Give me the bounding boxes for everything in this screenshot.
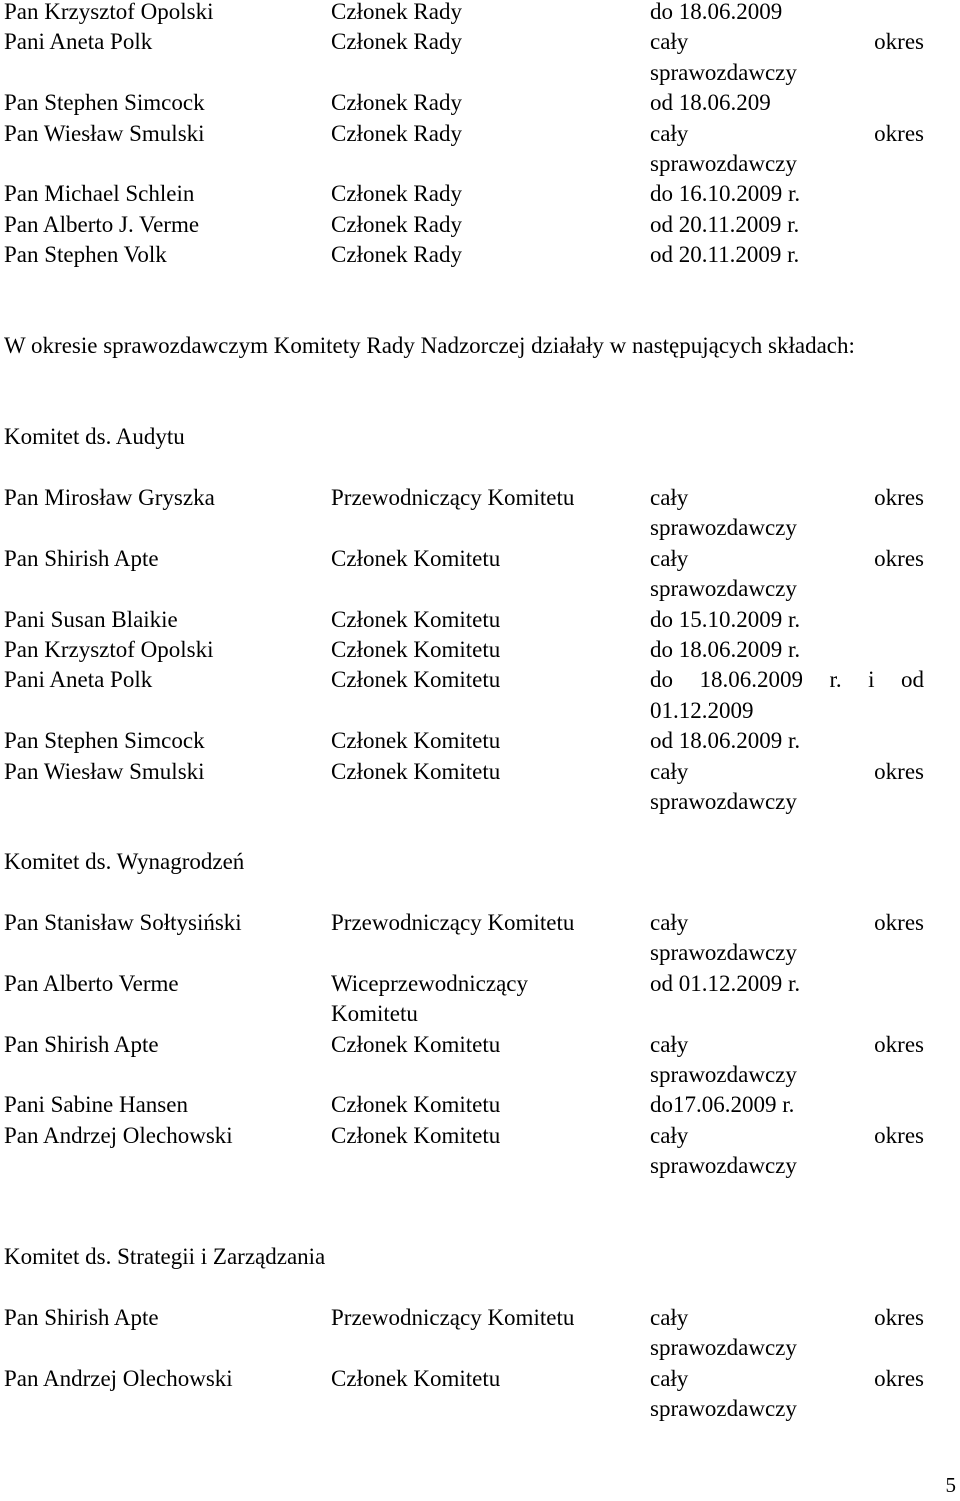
member-period-line1: cały okres [650, 1031, 924, 1057]
committee-audit-title: Komitet ds. Audytu [4, 424, 185, 449]
page-number: 5 [945, 1473, 956, 1497]
member-period [650, 908, 924, 969]
member-period: do 15.10.2009 r. [650, 606, 801, 632]
member-name: Pan Andrzej Olechowski [4, 1122, 233, 1148]
member-name: Pani Aneta Polk [4, 29, 153, 55]
member-name: Pan Krzysztof Opolski [4, 0, 214, 24]
member-period-line2: sprawozdawczy [650, 150, 797, 176]
member-row [4, 635, 924, 665]
member-row [4, 240, 924, 270]
member-row [4, 1090, 924, 1120]
member-role: Członek Komitetu [331, 636, 501, 662]
member-role: Członek Rady [331, 211, 462, 237]
member-name: Pani Susan Blaikie [4, 606, 178, 632]
member-period: do 16.10.2009 r. [650, 181, 801, 207]
member-row [4, 179, 924, 209]
member-period [650, 1121, 924, 1182]
member-row [4, 0, 924, 27]
member-period-line2: sprawozdawczy [650, 59, 797, 85]
member-role: Wiceprzewodniczący Komitetu [331, 970, 529, 1027]
member-name: Pan Andrzej Olechowski [4, 1365, 233, 1391]
member-name: Pan Shirish Apte [4, 1031, 159, 1057]
member-role: Członek Komitetu [331, 758, 501, 784]
member-row [4, 1030, 924, 1091]
member-row [4, 665, 924, 726]
committee-strategy-members [4, 1303, 924, 1425]
committee-audit-members [4, 483, 924, 817]
member-period: od 20.11.2009 r. [650, 211, 800, 237]
member-period-line1: cały okres [650, 910, 924, 935]
board-members-list [4, 0, 924, 271]
member-period: od 18.06.2009 r. [650, 728, 801, 754]
member-period: od 01.12.2009 r. [650, 970, 801, 996]
member-role: Członek Rady [331, 90, 462, 116]
member-role: Członek Komitetu [331, 667, 501, 693]
member-role: Członek Komitetu [331, 1092, 501, 1118]
intro-paragraph: W okresie sprawozdawczym Komitety Rady Nadzorczej działały w następujących składach: [4, 333, 855, 358]
member-period-line1: cały okres [650, 758, 924, 784]
member-period: do17.06.2009 r. [650, 1092, 795, 1118]
member-name: Pan Wiesław Smulski [4, 758, 205, 784]
member-period-line2: sprawozdawczy [650, 1062, 797, 1087]
member-period: do 18.06.2009 r. [650, 636, 801, 662]
member-name: Pan Stephen Volk [4, 242, 167, 268]
member-row [4, 27, 924, 88]
committee-remuneration-title: Komitet ds. Wynagrodzeń [4, 849, 245, 874]
member-period [650, 665, 924, 726]
member-row [4, 1364, 924, 1425]
member-period-line1: cały okres [650, 545, 924, 571]
member-name: Pan Alberto J. Verme [4, 211, 200, 237]
member-name: Pan Stephen Simcock [4, 90, 205, 116]
member-period [650, 27, 924, 88]
member-period-line1: cały okres [650, 1122, 924, 1148]
member-period [650, 119, 924, 180]
member-role: Przewodniczący Komitetu [331, 1305, 575, 1330]
member-period [650, 1303, 924, 1364]
member-row [4, 757, 924, 818]
member-period: do 18.06.2009 [650, 0, 783, 24]
member-period-line2: sprawozdawczy [650, 1153, 797, 1179]
committee-strategy-title: Komitet ds. Strategii i Zarządzania [4, 1244, 326, 1269]
member-name: Pani Aneta Polk [4, 667, 153, 693]
member-name: Pan Krzysztof Opolski [4, 636, 214, 662]
member-row [4, 483, 924, 544]
member-period: od 18.06.209 [650, 90, 771, 116]
member-role: Członek Rady [331, 29, 462, 55]
member-role: Członek Rady [331, 242, 462, 268]
member-row [4, 1121, 924, 1182]
member-period [650, 483, 924, 544]
member-name: Pan Stephen Simcock [4, 728, 205, 754]
member-period-line2: sprawozdawczy [650, 788, 797, 814]
member-row [4, 605, 924, 635]
member-period-line1: cały okres [650, 485, 924, 510]
member-name: Pan Shirish Apte [4, 545, 159, 571]
member-period [650, 544, 924, 605]
member-row [4, 88, 924, 118]
member-name: Pan Stanisław Sołtysiński [4, 910, 242, 935]
member-row [4, 969, 924, 1030]
member-period-line1: do 18.06.2009 r. i od [650, 667, 924, 693]
member-role: Członek Komitetu [331, 1031, 501, 1057]
member-period-line2: sprawozdawczy [650, 940, 797, 966]
member-period [650, 1364, 924, 1425]
member-period-line2: sprawozdawczy [650, 515, 797, 541]
member-row [4, 908, 924, 969]
member-name: Pan Alberto Verme [4, 970, 179, 996]
member-name: Pan Wiesław Smulski [4, 120, 205, 146]
member-period-line2: 01.12.2009 [650, 697, 754, 723]
member-name: Pan Shirish Apte [4, 1305, 159, 1330]
member-role: Przewodniczący Komitetu [331, 910, 575, 935]
member-role: Członek Komitetu [331, 606, 501, 632]
member-role: Członek Komitetu [331, 728, 501, 754]
member-role: Członek Komitetu [331, 1365, 501, 1391]
member-row [4, 544, 924, 605]
member-role: Przewodniczący Komitetu [331, 485, 575, 510]
member-row [4, 1303, 924, 1364]
member-period-line1: cały okres [650, 1365, 924, 1391]
member-period: od 20.11.2009 r. [650, 242, 800, 268]
member-period-line1: cały okres [650, 29, 924, 55]
member-row [4, 119, 924, 180]
member-role: Członek Rady [331, 181, 462, 207]
member-name: Pan Michael Schlein [4, 181, 195, 207]
member-period-line1: cały okres [650, 120, 924, 146]
member-period-line2: sprawozdawczy [650, 576, 797, 602]
member-period-line2: sprawozdawczy [650, 1335, 797, 1361]
member-role: Członek Rady [331, 0, 462, 24]
member-period-line1: cały okres [650, 1305, 924, 1330]
member-row [4, 210, 924, 240]
committee-remuneration-members [4, 908, 924, 1182]
member-period [650, 757, 924, 818]
member-name: Pani Sabine Hansen [4, 1092, 188, 1118]
member-period-line2: sprawozdawczy [650, 1396, 797, 1422]
member-row [4, 726, 924, 756]
member-name: Pan Mirosław Gryszka [4, 485, 215, 510]
member-role: Członek Rady [331, 120, 462, 146]
member-role: Członek Komitetu [331, 1122, 501, 1148]
member-role: Członek Komitetu [331, 545, 501, 571]
member-period [650, 1030, 924, 1091]
